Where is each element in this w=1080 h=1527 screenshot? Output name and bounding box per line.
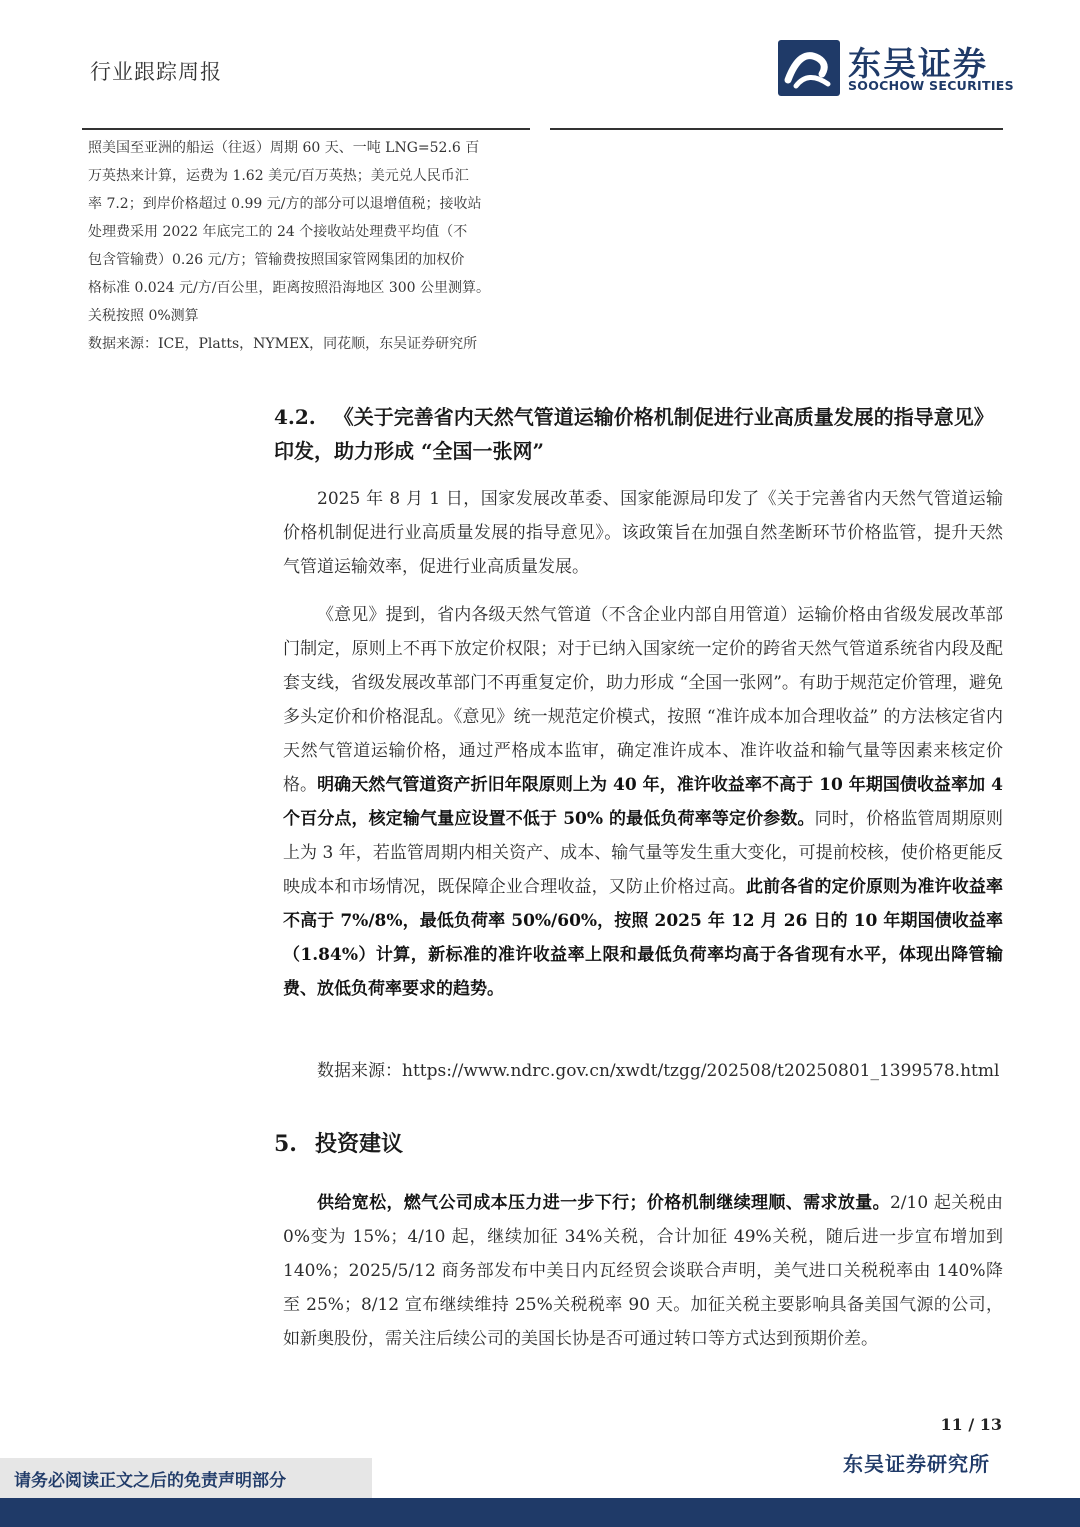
- header-divider-left: [82, 128, 530, 130]
- logo-chinese-name: 东吴证券: [848, 44, 988, 83]
- soochow-logo-icon: [778, 40, 840, 96]
- section-number: 4.2.: [274, 405, 316, 429]
- header-divider-right: [550, 128, 1003, 130]
- paragraph-bold-text: 供给宽松，燃气公司成本压力进一步下行；价格机制继续理顺、需求放量。: [317, 1193, 890, 1213]
- footnote-line: 处理费采用 2022 年底完工的 24 个接收站处理费平均值（不: [88, 224, 468, 240]
- footnote-source: 数据来源：ICE，Platts，NYMEX，同花顺，东吴证券研究所: [88, 336, 478, 352]
- section-4-2-heading: [274, 400, 1004, 468]
- page-number: 11 / 13: [940, 1415, 1002, 1434]
- paragraph-text: 2025 年 8 月 1 日，国家发展改革委、国家能源局印发了《关于完善省内天然气管道运输价格机制促进行业高质量发展的指导意见》。该政策旨在加强自然垄断环节价格监管，提升天然气管道运输效率，促进行业高质量发展。: [283, 489, 1003, 577]
- footnote-line: 率 7.2；到岸价格超过 0.99 元/方的部分可以退增值税；接收站: [88, 196, 482, 212]
- paragraph-text: 《意见》提到，省内各级天然气管道（不含企业内部自用管道）运输价格由省级发展改革部门制定，原则上不再下放定价权限；对于已纳入国家统一定价的跨省天然气管道系统省内段及配套支线，省级发展改革部门不再重复定价，助力形成 “全国一张网”。有助于规范定价管理，避免多头定价和价格混乱。《意见》统一规范定价模式，按照 “准许成本加合理收益” 的方法核定省内天然气管道运输价格，通过严格成本监审，确定准许成本、准许收益和输气量等因素来核定价格。: [283, 605, 1003, 795]
- paragraph-bold-text: 此前各省的定价原则为准许收益率不高于 7%/8%，最低负荷率 50%/60%，按照 2025 年 12 月 26 日的 10 年期国债收益率（1.84%）计算，新标准的准许收益率上限和最低负荷率均高于各省现有水平，体现出降管输费、放低负荷率要求的趋势。: [283, 877, 1004, 999]
- footer-bar: [0, 1498, 1080, 1527]
- research-institute-name: 东吴证券研究所: [843, 1452, 990, 1476]
- source-text: 数据来源：https://www.ndrc.gov.cn/xwdt/tzgg/202508/t20250801_1399578.html: [317, 1061, 1000, 1081]
- footnote-line: 包含管输费）0.26 元/方；管输费按照国家管网集团的加权价: [88, 252, 465, 268]
- section-title: 投资建议: [314, 1131, 403, 1157]
- logo-english-name: SOOCHOW SECURITIES: [848, 78, 1014, 93]
- paragraph-bold-text: 明确天然气管道资产折旧年限原则上为 40 年，准许收益率不高于 10 年期国债收益率加 4 个百分点，核定输气量应设置不低于 50% 的最低负荷率等定价参数。: [283, 775, 1004, 829]
- section-5-heading: [274, 1127, 1004, 1161]
- section-title: 《关于完善省内天然气管道运输价格机制促进行业高质量发展的指导意见》印发，助力形成 “全国一张网”: [274, 405, 994, 463]
- disclaimer-notice: 请务必阅读正文之后的免责声明部分: [14, 1471, 286, 1491]
- footnote-line: 格标准 0.024 元/方/百公里，距离按照沿海地区 300 公里测算。: [88, 280, 491, 296]
- report-type-title: 行业跟踪周报: [90, 60, 222, 84]
- data-source-line: [283, 1054, 1003, 1088]
- paragraph-policy-release: [283, 482, 1003, 584]
- company-logo: [778, 40, 1014, 96]
- paragraph-policy-details: [283, 598, 1003, 1006]
- section-number: 5.: [274, 1131, 297, 1157]
- table-footnote: [88, 134, 520, 358]
- paragraph-text: 同时，价格监管周期原则上为 3 年，若监管周期内相关资产、成本、输气量等发生重大变化，可提前校核，使价格更能反映成本和市场情况，既保障企业合理收益，又防止价格过高。: [283, 809, 1003, 897]
- paragraph-investment-advice: [283, 1186, 1003, 1356]
- footnote-line: 照美国至亚洲的船运（往返）周期 60 天、一吨 LNG=52.6 百: [88, 140, 480, 156]
- paragraph-text: 2/10 起关税由 0%变为 15%；4/10 起，继续加征 34%关税，合计加征 49%关税，随后进一步宣布增加到 140%；2025/5/12 商务部发布中美日内瓦经贸会谈联合声明，美气进口关税税率由 140%降至 25%；8/12 宣布继续维持 25%关税税率 90 天。加征关税主要影响具备美国气源的公司，如新奥股份，需关注后续公司的美国长协是否可通过转口等方式达到预期价差。: [283, 1193, 1003, 1349]
- footnote-line: 关税按照 0%测算: [88, 308, 199, 324]
- footnote-line: 万英热来计算，运费为 1.62 美元/百万英热；美元兑人民币汇: [88, 168, 469, 184]
